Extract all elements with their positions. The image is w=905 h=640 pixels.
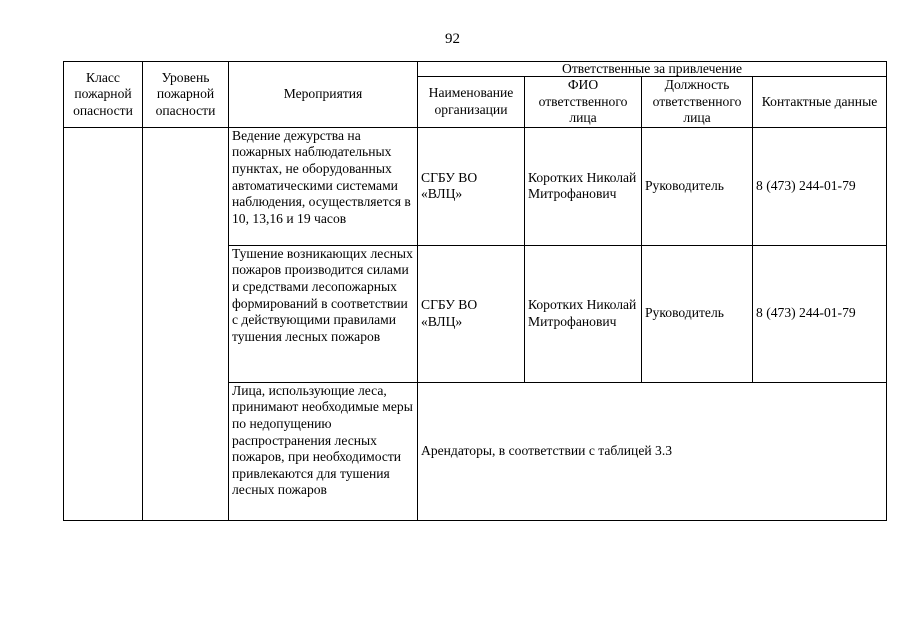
header-class: Класс пожарной опасности xyxy=(64,62,143,128)
cell-org: СГБУ ВО «ВЛЦ» xyxy=(418,245,525,382)
cell-fio: Коротких Николай Митрофанович xyxy=(525,245,642,382)
cell-contacts: 8 (473) 244-01-79 xyxy=(753,127,887,245)
cell-measure: Ведение дежурства на пожарных наблюдательных пунктах, не оборудованных автоматическими системами наблюдения, осуществляется в 10, 13,16 и 19 часов xyxy=(229,127,418,245)
cell-position: Руководитель xyxy=(642,127,753,245)
fire-measures-table xyxy=(63,61,887,521)
header-position: Должность ответственного лица xyxy=(642,77,753,128)
cell-level xyxy=(143,127,229,520)
page-number: 92 xyxy=(445,31,460,47)
cell-org: СГБУ ВО «ВЛЦ» xyxy=(418,127,525,245)
table-row xyxy=(64,127,887,245)
cell-merged-responsible: Арендаторы, в соответствии с таблицей 3.3 xyxy=(418,382,887,520)
header-responsible-group: Ответственные за привлечение xyxy=(418,62,887,77)
cell-class xyxy=(64,127,143,520)
cell-measure: Тушение возникающих лесных пожаров производится силами и средствами лесопожарных формирований в соответствии с действующими правилами тушения лесных пожаров xyxy=(229,245,418,382)
cell-fio: Коротких Николай Митрофанович xyxy=(525,127,642,245)
header-row-1 xyxy=(64,62,887,77)
header-org: Наименование организации xyxy=(418,77,525,128)
header-level: Уровень пожарной опасности xyxy=(143,62,229,128)
cell-position: Руководитель xyxy=(642,245,753,382)
header-measures: Мероприятия xyxy=(229,62,418,128)
cell-measure: Лица, использующие леса, принимают необходимые меры по недопущению распространения лесных пожаров, при необходимости привлекаются для тушения лесных пожаров xyxy=(229,382,418,520)
header-contacts: Контактные данные xyxy=(753,77,887,128)
header-fio: ФИО ответственного лица xyxy=(525,77,642,128)
cell-contacts: 8 (473) 244-01-79 xyxy=(753,245,887,382)
